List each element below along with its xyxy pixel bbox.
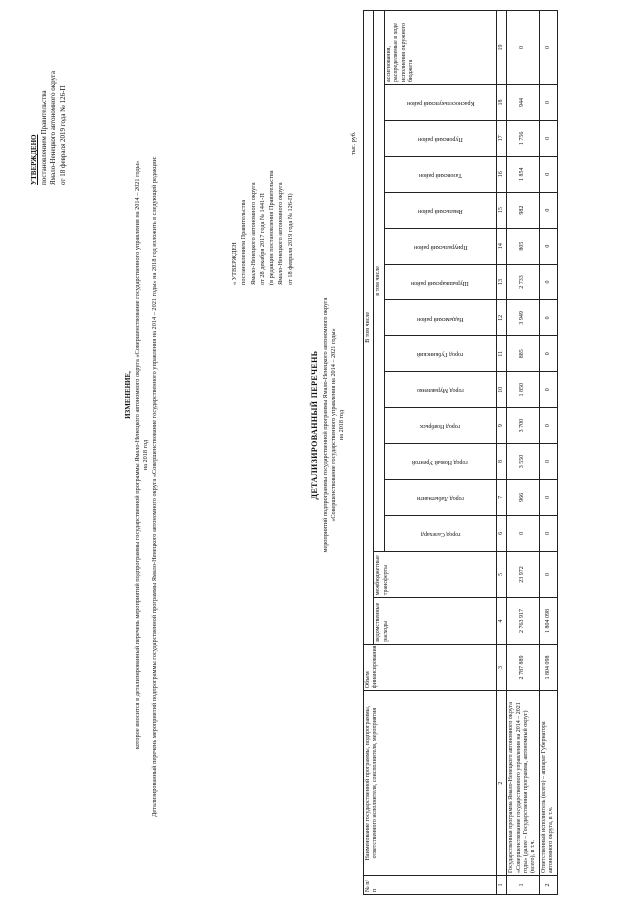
amendment-subtitle	[134, 135, 150, 775]
column-number: 8	[496, 444, 506, 480]
column-number: 11	[496, 336, 506, 372]
header-including: В том числе	[364, 11, 374, 645]
list-subtitle-line: «Совершенствование государственного управления на 2014 – 2021 годы»	[330, 328, 337, 522]
approval-line: постановлением Правительства	[39, 90, 48, 185]
amendment-subtitle-line: которое вносится в детализированный перечень мероприятий подпрограммы государственной программы Ямало-Ненецкого автономного округа «Совершенствование государственного управления на 2014 – 2021 годы»	[134, 160, 141, 750]
row-value: 0	[539, 444, 557, 480]
row-value: 0	[539, 551, 557, 597]
column-number: 5	[496, 551, 506, 597]
column-number: 16	[496, 156, 506, 192]
header-volume: Объем финансирования	[364, 644, 497, 690]
row-value: 885	[507, 336, 540, 372]
municipality-label: Приуральский район	[413, 243, 468, 250]
row-value: 0	[539, 264, 557, 300]
column-number: 12	[496, 300, 506, 336]
approval2-line: от 28 декабря 2017 года № 1441-П	[258, 193, 266, 285]
row-value: 0	[539, 85, 557, 121]
approval2-line: Ямало-Ненецкого автономного округа	[277, 182, 285, 285]
header-municipality	[384, 372, 496, 408]
header-municipality	[384, 120, 496, 156]
header-municipality	[384, 300, 496, 336]
municipality-label: Надымский район	[417, 315, 464, 322]
column-number: 2	[496, 691, 506, 876]
list-subtitle-line: на 2018 год	[338, 410, 345, 440]
municipality-label: город Салехард	[420, 531, 461, 538]
header-municipality	[384, 479, 496, 515]
header-including-2: в том числе	[374, 11, 384, 552]
row-value: 23 972	[507, 551, 540, 597]
row-value: 0	[539, 408, 557, 444]
municipality-label: город Муравленко	[416, 387, 464, 394]
row-value: 1 804 098	[539, 598, 557, 644]
header-municipality	[384, 85, 496, 121]
row-value: 0	[539, 192, 557, 228]
column-number: 10	[496, 372, 506, 408]
row-value: 0	[539, 11, 557, 85]
row-value: 2 763 917	[507, 598, 540, 644]
approval2-heading: « УТВЕРЖДЕН	[231, 242, 238, 285]
row-value: 3 700	[507, 408, 540, 444]
header-departmental: ведомственные расходы	[374, 598, 496, 644]
row-value: 0	[539, 156, 557, 192]
header-row	[364, 11, 374, 895]
row-value: 966	[507, 479, 540, 515]
approval-heading: УТВЕРЖДЕНО	[30, 134, 38, 185]
approval2-line: Ямало-Ненецкого автономного округа	[249, 182, 257, 285]
row-value: 944	[507, 85, 540, 121]
municipality-label: Ямальский район	[417, 207, 463, 214]
row-value: 0	[539, 120, 557, 156]
row-value: 0	[507, 515, 540, 551]
approval-line: от 18 февраля 2019 года № 126-П	[58, 85, 67, 185]
municipality-label: Тазовский район	[418, 171, 462, 178]
approval2-block	[230, 170, 295, 285]
header-no: № п/п	[364, 876, 497, 895]
approval-line: Ямало-Ненецкого автономного округа	[49, 70, 57, 185]
row-number: 2	[539, 876, 557, 895]
column-number: 6	[496, 515, 506, 551]
row-value: 0	[539, 372, 557, 408]
header-municipality	[384, 156, 496, 192]
column-number: 7	[496, 479, 506, 515]
row-value: 3 550	[507, 444, 540, 480]
header-transfers: межбюджетные трансферты	[374, 551, 496, 597]
unit-label: тыс. руб.	[350, 131, 357, 155]
approval2-line: от 18 февраля 2019 года № 126-П)	[286, 193, 294, 285]
column-number: 13	[496, 264, 506, 300]
row-value: 982	[507, 192, 540, 228]
municipality-label: город Губкинский	[417, 351, 464, 358]
column-number: 9	[496, 408, 506, 444]
row-name: Государственная программа Ямало-Ненецкого автономного округа «Совершенствование государственного управления на 2014 – 2021 годы» (далее – Государственная программа, автономный округ) (всего), в т.ч.	[507, 691, 540, 876]
amendment-subtitle-line: на 2018 год	[142, 439, 149, 471]
header-municipality	[384, 444, 496, 480]
header-name: Наименование государственной программы, подпрограммы, ответственного исполнителя, соисполнителя, мероприятия	[364, 691, 497, 876]
list-subtitle-line: мероприятий подпрограммы государственной программы Ямало-Ненецкого автономного округа	[322, 297, 329, 553]
header-municipality	[384, 228, 496, 264]
column-number: 4	[496, 598, 506, 644]
row-value: 0	[539, 336, 557, 372]
municipality-label: Пуровский район	[417, 136, 463, 143]
row-value: 2 787 889	[507, 644, 540, 690]
amendment-title: ИЗМЕНЕНИЕ,	[124, 371, 132, 419]
column-number: 14	[496, 228, 506, 264]
municipality-label: город Ноябрьск	[420, 423, 461, 430]
row-value: 0	[539, 515, 557, 551]
column-number: 19	[496, 11, 506, 85]
municipality-label: Шурышкарский район	[411, 279, 470, 286]
municipality-label: город Лабытнанги	[416, 495, 464, 502]
amendment-body	[150, 75, 159, 835]
row-value: 1 756	[507, 120, 540, 156]
row-value: 1 850	[507, 372, 540, 408]
table-row	[507, 11, 540, 895]
table-row	[539, 11, 557, 895]
column-number: 15	[496, 192, 506, 228]
row-value: 0	[539, 228, 557, 264]
row-value: 1 804 098	[539, 644, 557, 690]
approval-block	[30, 71, 68, 185]
column-number: 3	[496, 644, 506, 690]
row-value: 0	[539, 479, 557, 515]
row-value: 1 854	[507, 156, 540, 192]
header-undistributed: ассигнования, распределяемые в ходе исполнения окружного бюджета	[384, 11, 496, 85]
row-value: 3 949	[507, 300, 540, 336]
column-numbers-row	[496, 11, 506, 895]
approval2-line: (в редакции постановления Правительства	[268, 170, 276, 285]
header-municipality	[384, 336, 496, 372]
row-value: 2 733	[507, 264, 540, 300]
detailed-list-table	[363, 10, 558, 895]
row-name: Ответственный исполнитель (всего) – аппарат Губернатора автономного округа, в т.ч.	[539, 691, 557, 876]
column-number: 1	[496, 876, 506, 895]
municipality-label: город Новый Уренгой	[412, 459, 469, 466]
row-value: 0	[539, 300, 557, 336]
municipality-label: Красноселькупский район	[406, 100, 475, 107]
row-value: 0	[507, 11, 540, 85]
row-number: 1	[507, 876, 540, 895]
column-number: 18	[496, 85, 506, 121]
column-number: 17	[496, 120, 506, 156]
list-title: ДЕТАЛИЗИРОВАННЫЙ ПЕРЕЧЕНЬ	[310, 350, 319, 500]
header-municipality	[384, 515, 496, 551]
approval2-line: постановлением Правительства	[240, 199, 248, 285]
header-municipality	[384, 264, 496, 300]
list-subtitle	[322, 135, 346, 715]
row-value: 805	[507, 228, 540, 264]
header-municipality	[384, 408, 496, 444]
header-municipality	[384, 192, 496, 228]
amendment-body-text: Детализированный перечень мероприятий подпрограммы государственной программы Ямало-Ненецкого автономного округа «Совершенствование государственного управления на 2014 – 2021 годы» на 2018 год изложить в следующей редакции:	[151, 156, 158, 817]
